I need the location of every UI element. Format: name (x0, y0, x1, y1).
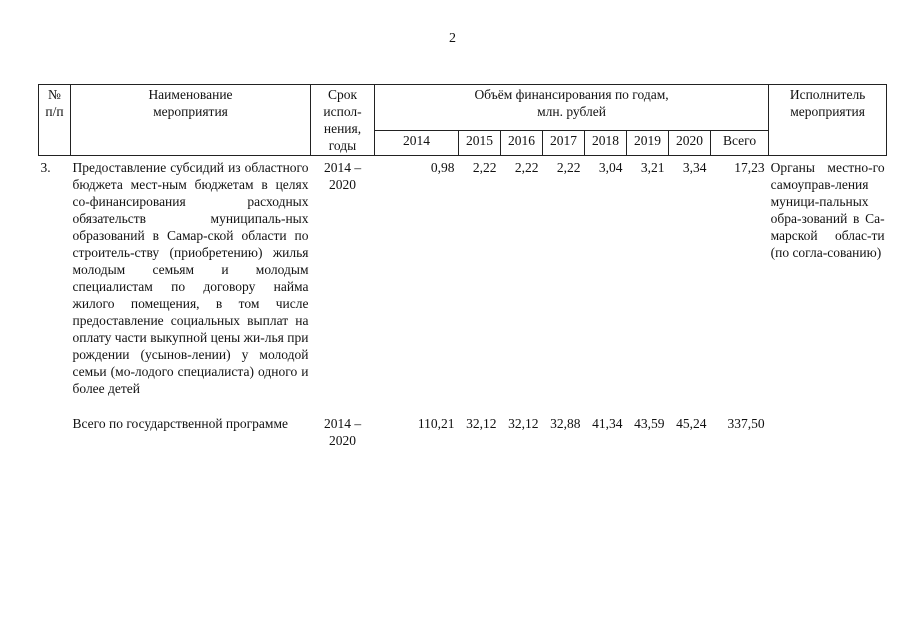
row-value: 32,12 (508, 416, 539, 431)
header-total: Всего (711, 131, 769, 156)
row-value: 43,59 (634, 416, 665, 431)
header-finance: Объём финансирования по годам, млн. рублей (375, 85, 769, 131)
header-year: 2019 (627, 131, 669, 156)
row-value: 0,98 (430, 160, 455, 175)
header-year: 2018 (585, 131, 627, 156)
header-year: 2020 (669, 131, 711, 156)
header-year: 2014 (375, 131, 459, 156)
row-total: 17,23 (734, 160, 765, 175)
row-value: 110,21 (417, 416, 455, 431)
row-value: 45,24 (676, 416, 707, 431)
row-value: 3,04 (598, 160, 623, 175)
row-value: 3,34 (682, 160, 707, 175)
row-term: 2014 – 2020 (323, 160, 362, 192)
row-number: 3. (40, 160, 51, 175)
header-year: 2015 (459, 131, 501, 156)
row-value: 2,22 (556, 160, 581, 175)
header-term: Срок испол- нения, годы (311, 85, 375, 156)
table-row (39, 156, 887, 398)
row-value: 2,22 (472, 160, 497, 175)
row-executor (769, 397, 887, 449)
row-executor: Органы местно-го самоуправ-ления муници-пальных обра-зований в Са-марской облас-ти (по согла-сованию) (770, 160, 885, 260)
row-value: 41,34 (592, 416, 623, 431)
row-value: 3,21 (640, 160, 665, 175)
header-executor: Исполнитель мероприятия (769, 85, 887, 156)
row-value: 32,88 (550, 416, 581, 431)
header-year: 2017 (543, 131, 585, 156)
financing-table (38, 84, 887, 449)
row-value: 32,12 (466, 416, 497, 431)
row-value: 2,22 (514, 160, 539, 175)
header-name: Наименование мероприятия (71, 85, 311, 156)
header-year: 2016 (501, 131, 543, 156)
header-no: № п/п (39, 85, 71, 156)
row-total: 337,50 (727, 416, 765, 431)
page-number: 2 (449, 31, 456, 46)
row-term: 2014 – 2020 (323, 416, 362, 448)
row-name: Всего по государственной программе (72, 416, 288, 431)
row-number (39, 397, 71, 449)
table-row (39, 397, 887, 449)
row-name: Предоставление субсидий из областного бюджета мест-ным бюджетам в целях со-финансирования расходных обязательств муниципаль-ных образований в Самар-ской области по строитель-ству (приобретению) жилья молодым семьям и молодым специалистам по договору найма жилого помещения, в том числе предоставление социальных выплат на оплату части выкупной цены жи-лья при рождении (усынов-лении) у молодой семьи (мо-лодого специалиста) одного и более детей (72, 160, 309, 396)
